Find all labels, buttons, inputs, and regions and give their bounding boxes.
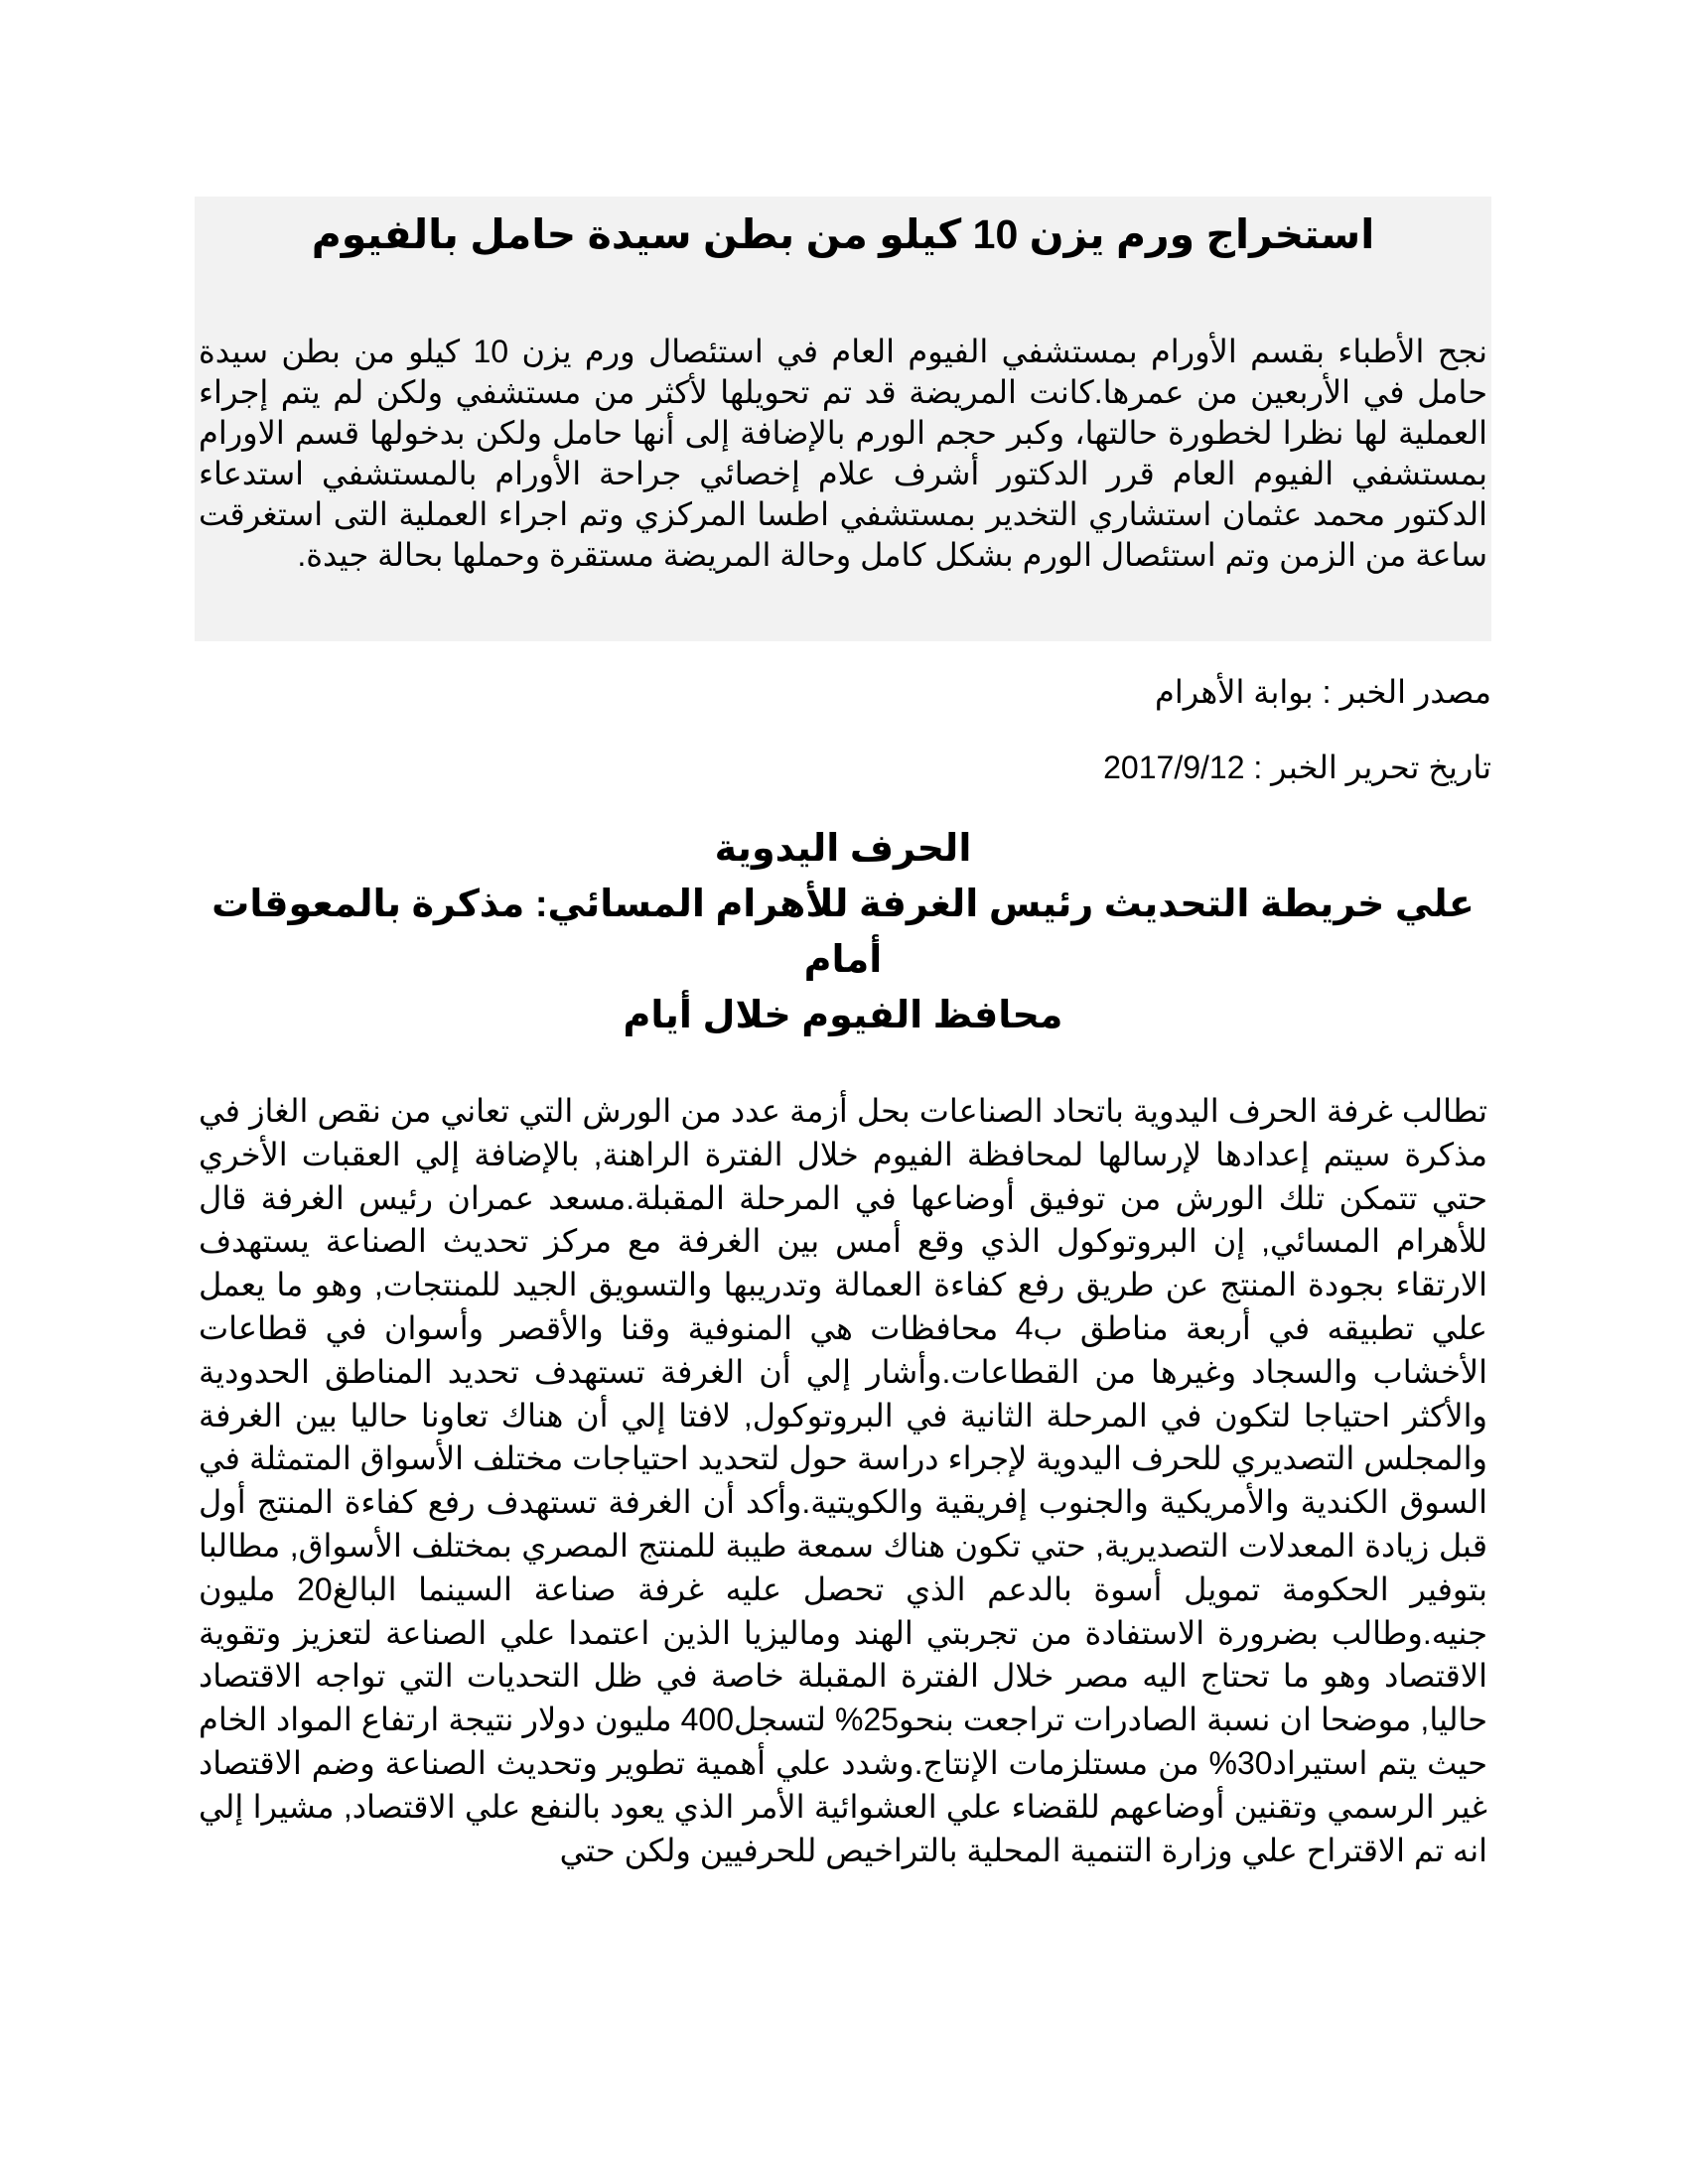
article-2-body: تطالب غرفة الحرف اليدوية باتحاد الصناعات بحل أزمة عدد من الورش التي تعاني من نقص الغاز في مذكرة سيتم إعدادها لإرسالها لمحافظة الفيوم خلال الفترة الراهنة, بالإضافة إلي العقبات الأخري حتي تتمكن تلك الورش من توفيق أوضاعها في المرحلة المقبلة.مسعد عمران رئيس الغرفة قال للأهرام المسائي, إن البروتوكول الذي وقع أمس بين الغرفة مع مركز تحديث الصناعة يستهدف الارتقاء بجودة المنتج عن طريق رفع كفاءة العمالة وتدريبها والتسويق الجيد للمنتجات, وهو ما يعمل علي تطبيقه في أربعة مناطق ب4 محافظات هي المنوفية وقنا والأقصر وأسوان في قطاعات الأخشاب والسجاد وغيرها من القطاعات.وأشار إلي أن الغرفة تستهدف تحديد المناطق الحدودية والأكثر احتياجا لتكون في المرحلة الثانية في البروتوكول, لافتا إلي أن هناك تعاونا حاليا بين الغرفة والمجلس التصديري للحرف اليدوية لإجراء دراسة حول لتحديد احتياجات مختلف الأسواق المتمثلة في السوق الكندية والأمريكية والجنوب إفريقية والكويتية.وأكد أن الغرفة تستهدف رفع كفاءة المنتج أول قبل زيادة المعدلات التصديرية, حتي تكون هناك سمعة طيبة للمنتج المصري بمختلف الأسواق, مطالبا بتوفير الحكومة تمويل أسوة بالدعم الذي تحصل عليه غرفة صناعة السينما البالغ20 مليون جنيه.وطالب بضرورة الاستفادة من تجربتي الهند وماليزيا الذين اعتمدا علي الصناعة لتعزيز وتقوية الاقتصاد وهو ما تحتاج اليه مصر خلال الفترة المقبلة خاصة في ظل التحديات التي تواجه الاقتصاد حاليا, موضحا ان نسبة الصادرات تراجعت بنحو25% لتسجل400 مليون دولار نتيجة ارتفاع المواد الخام حيث يتم استيراد30% من مستلزمات الإنتاج.وشدد علي أهمية تطوير وتحديث الصناعة وضم الاقتصاد غير الرسمي وتقنين أوضاعهم للقضاء علي العشوائية الأمر الذي يعود بالنفع علي الاقتصاد, مشيرا إلي انه تم الاقتراح علي وزارة التنمية المحلية بالتراخيص للحرفيين ولكن حتي [199, 1093, 1488, 1868]
news-source: مصدر الخبر : بوابة الأهرام [1155, 674, 1491, 710]
news-date: تاريخ تحرير الخبر : 2017/9/12 [1103, 750, 1491, 785]
article-2-title-line-2: علي خريطة التحديث رئيس الغرفة للأهرام المسائي: مذكرة بالمعوقات أمام [211, 884, 1475, 981]
article-2-title [195, 821, 1491, 1043]
article-2-title-line-3: محافظ الفيوم خلال أيام [623, 995, 1063, 1036]
article-1-title: استخراج ورم يزن 10 كيلو من بطن سيدة حامل بالفيوم [311, 211, 1375, 257]
article-1-body: نجح الأطباء بقسم الأورام بمستشفي الفيوم العام في استئصال ورم يزن 10 كيلو من بطن سيدة حامل في الأربعين من عمرها.كانت المريضة قد تم تحويلها لأكثر من مستشفي ولكن لم يتم إجراء العملية لها نظرا لخطورة حالتها، وكبر حجم الورم بالإضافة إلى أنها حامل ولكن بدخولها قسم الاورام بمستشفي الفيوم العام قرر الدكتور أشرف علام إخصائي جراحة الأورام بالمستشفي استدعاء الدكتور محمد عثمان استشاري التخدير بمستشفي اطسا المركزي وتم اجراء العملية التى استغرقت ساعة من الزمن وتم استئصال الورم بشكل كامل وحالة المريضة مستقرة وحملها بحالة جيدة. [199, 334, 1488, 573]
article-2-title-line-1: الحرف اليدوية [714, 828, 972, 870]
